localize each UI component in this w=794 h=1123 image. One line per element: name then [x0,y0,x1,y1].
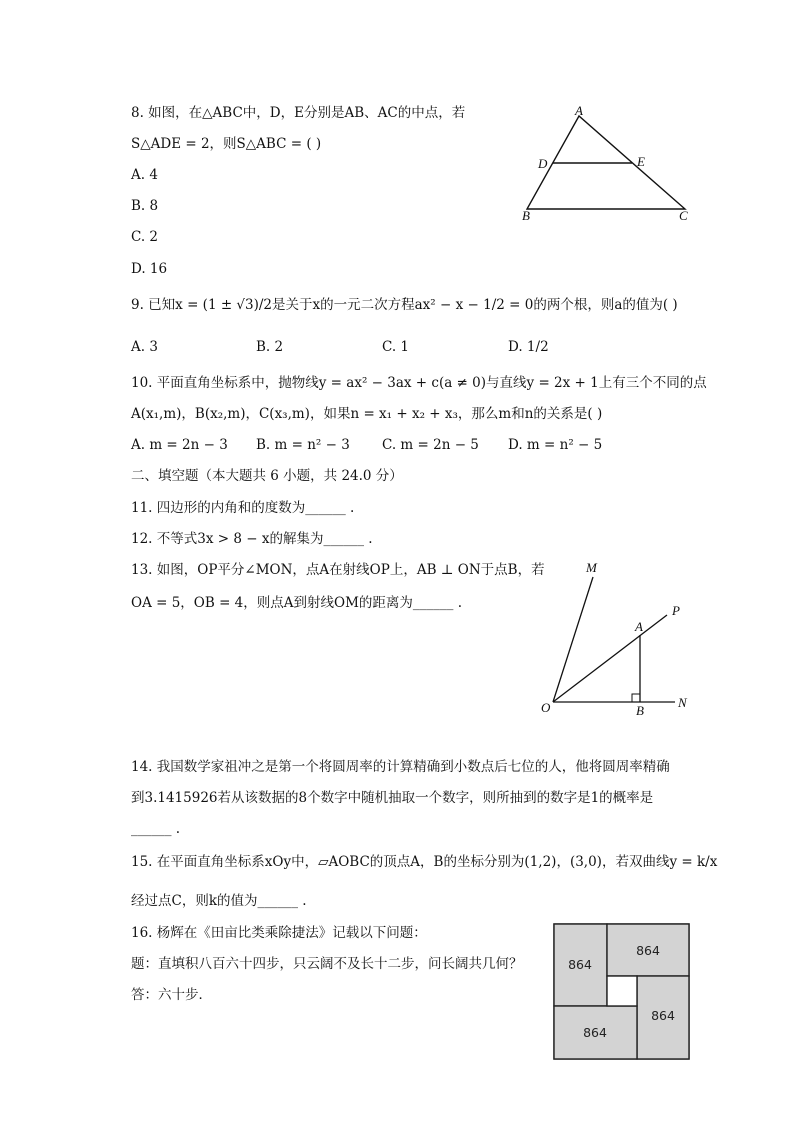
section-heading: 二、填空题（本大题共 6 小题，共 24.0 分） [131,468,403,484]
q8-option-c: C. 2 [131,229,159,245]
area-label-4: 864 [583,1025,607,1040]
label-a: A [575,103,583,118]
q8-option-b: B. 8 [131,198,159,214]
area-label-1: 864 [568,957,592,972]
q11: 11. 四边形的内角和的度数为______ . [131,500,355,516]
label-b: B [636,703,644,718]
q16-line2: 题：直填积八百六十四步，只云阔不及长十二步，问长阔共几何？ [131,956,523,972]
label-p: P [672,603,680,618]
q10-option-c: C. m = 2n − 5 [382,437,479,453]
ray-om [553,577,593,702]
q8-option-d: D. 16 [131,261,168,277]
q8-line2: S△ADE = 2，则S△ABC = ( ) [131,136,322,152]
area-label-3: 864 [651,1008,675,1023]
label-c: C [679,208,688,223]
label-b: B [522,208,530,223]
q14-line1: 14. 我国数学家祖冲之是第一个将圆周率的计算精确到小数点后七位的人，他将圆周率精确 [131,759,670,775]
q10-option-d: D. m = n² − 5 [508,437,603,453]
q9-option-a: A. 3 [131,339,158,355]
label-m: M [586,560,597,575]
q10-line2: A(x₁,m)，B(x₂,m)，C(x₃,m)，如果n = x₁ + x₂ + x₃，那么m和n的关系是( ) [131,406,603,422]
q14-line2: 到3.1415926若从该数据的8个数字中随机抽取一个数字，则所抽到的数字是1的概率是 [131,790,654,806]
q8-option-a: A. 4 [131,167,158,183]
q16-line3: 答：六十步． [131,987,212,1003]
label-a: A [635,619,643,634]
q14-line3: ______ . [131,821,181,837]
q12: 12. 不等式3x > 8 − x的解集为______ . [131,531,373,547]
center-square [607,976,637,1006]
q8-line1: 8. 如图，在△ABC中，D，E分别是AB、AC的中点，若 [131,105,466,121]
ray-op [553,615,667,702]
q9-option-b: B. 2 [256,339,284,355]
label-e: E [637,154,645,169]
rectangle-puzzle-figure [553,922,693,1062]
q13-line2: OA = 5，OB = 4，则点A到射线OM的距离为______ . [131,595,462,611]
q9-stem: 9. 已知x = (1 ± √3)/2是关于x的一元二次方程ax² − x − 1/2 = 0的两个根，则a的值为( ) [131,297,678,313]
area-label-2: 864 [636,943,660,958]
q16-line1: 16. 杨辉在《田亩比类乘除捷法》记载以下问题： [131,925,427,941]
label-o: O [541,700,551,715]
label-n: N [678,695,687,710]
angle-bisector-figure [535,555,695,720]
triangle-abc-figure [515,102,700,227]
q9-option-c: C. 1 [382,339,410,355]
q13-line1: 13. 如图，OP平分∠MON，点A在射线OP上，AB ⊥ ON于点B，若 [131,562,545,578]
q10-option-b: B. m = n² − 3 [256,437,350,453]
q9-option-d: D. 1/2 [508,339,549,355]
right-angle-mark [632,694,640,702]
q15-line1: 15. 在平面直角坐标系xOy中，▱AOBC的顶点A，B的坐标分别为(1,2)，(3,0)，若双曲线y = k/x [131,854,718,870]
q10-line1: 10. 平面直角坐标系中，抛物线y = ax² − 3ax + c(a ≠ 0)与直线y = 2x + 1上有三个不同的点 [131,375,707,391]
q10-option-a: A. m = 2n − 3 [131,437,228,453]
q15-line2: 经过点C，则k的值为______ . [131,893,307,909]
label-d: D [538,156,548,171]
